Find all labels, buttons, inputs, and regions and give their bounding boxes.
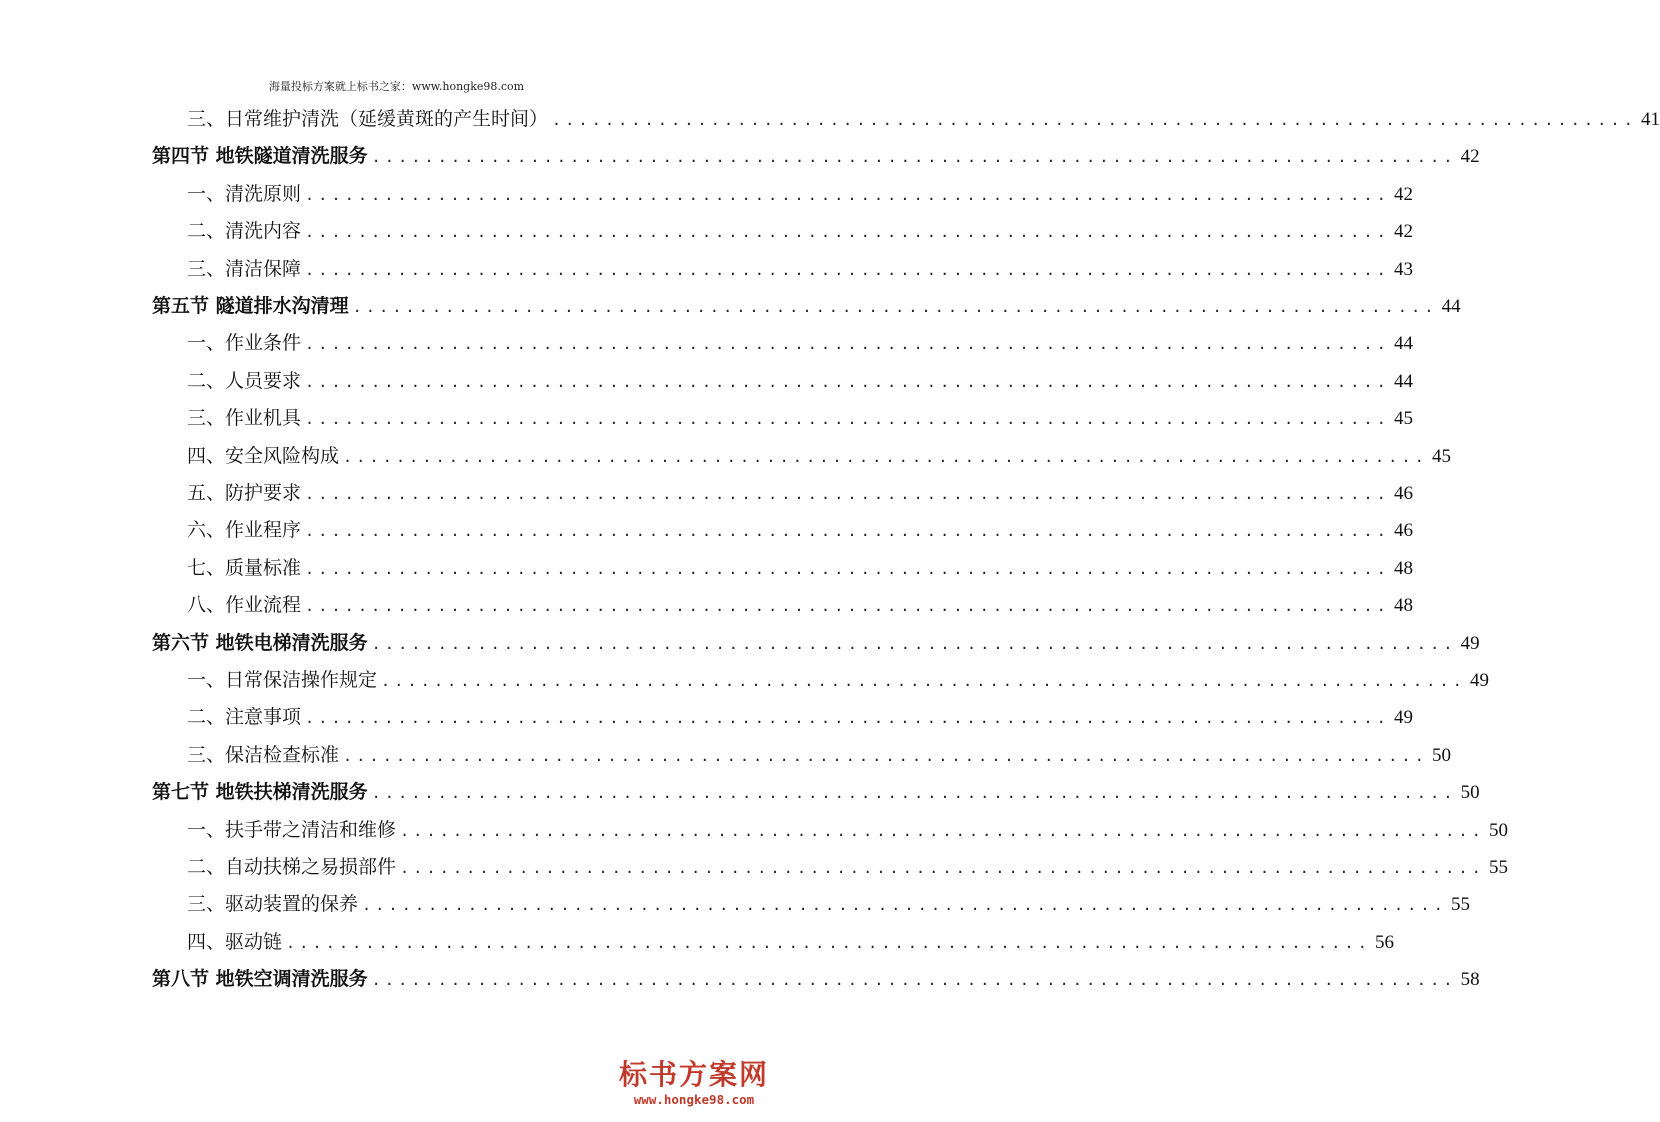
toc-entry[interactable] [187, 254, 1413, 284]
toc-page-number: 44 [1393, 333, 1413, 355]
toc-page-number: 42 [1393, 221, 1413, 243]
toc-entry[interactable] [187, 852, 1508, 882]
toc-dot-leader: .................................................................................. [305, 372, 1390, 391]
toc-page-number: 49 [1469, 670, 1489, 691]
toc-page-number: 56 [1374, 931, 1394, 953]
toc-entry-label: 二、自动扶梯之易损部件 [187, 856, 397, 878]
toc-dot-leader: .................................................................................. [400, 821, 1485, 840]
toc-page-number: 48 [1393, 595, 1413, 617]
toc-entry[interactable] [187, 179, 1413, 209]
toc-entry-label: 一、作业条件 [187, 332, 302, 355]
toc-entry[interactable] [187, 366, 1413, 396]
toc-section-heading[interactable] [152, 628, 1480, 658]
toc-dot-leader: .................................................................................. [343, 447, 1428, 466]
toc-entry-label: 四、驱动链 [187, 930, 283, 953]
toc-entry-label: 二、注意事项 [187, 706, 302, 729]
toc-dot-leader: .................................................................................. [305, 223, 1390, 242]
toc-entry[interactable] [187, 441, 1451, 471]
toc-entry[interactable] [187, 216, 1413, 246]
toc-page-number: 58 [1460, 969, 1480, 991]
toc-dot-leader: .................................................................................. [305, 559, 1390, 578]
toc-entry[interactable] [187, 590, 1413, 620]
toc-page-number: 55 [1488, 857, 1508, 878]
toc-dot-leader: .................................................................................. [371, 148, 1457, 167]
toc-entry-label: 第八节 地铁空调清洗服务 [152, 968, 368, 991]
toc-dot-leader: .................................................................................. [371, 971, 1457, 990]
toc-entry[interactable] [187, 665, 1489, 695]
toc-section-heading[interactable] [152, 141, 1480, 171]
toc-section-heading[interactable] [152, 291, 1461, 321]
watermark-logo [609, 1058, 779, 1108]
toc-dot-leader: .................................................................................. [352, 298, 1438, 316]
toc-dot-leader: .................................................................................. [305, 260, 1390, 279]
toc-entry-label: 第五节 隧道排水沟清理 [152, 295, 349, 317]
toc-dot-leader: .................................................................................. [552, 111, 1637, 129]
toc-page-number: 44 [1393, 370, 1413, 392]
toc-entry-label: 一、扶手带之清洁和维修 [187, 818, 397, 841]
toc-entry-label: 三、保洁检查标准 [187, 743, 340, 766]
toc-entry-label: 八、作业流程 [187, 594, 302, 617]
toc-dot-leader: .................................................................................. [371, 634, 1457, 653]
toc-entry[interactable] [187, 889, 1470, 919]
toc-entry[interactable] [187, 740, 1451, 770]
toc-page-number: 42 [1460, 146, 1480, 168]
toc-entry[interactable] [187, 403, 1413, 433]
toc-page-number: 50 [1460, 782, 1480, 804]
toc-page-number: 50 [1488, 819, 1508, 841]
toc-entry[interactable] [187, 815, 1508, 845]
toc-page-number: 50 [1431, 744, 1451, 766]
toc-entry-label: 四、安全风险构成 [187, 444, 340, 467]
toc-entry[interactable] [187, 553, 1413, 583]
toc-page-number: 46 [1393, 483, 1413, 504]
toc-dot-leader: .................................................................................. [343, 746, 1428, 765]
toc-page-number: 44 [1441, 296, 1461, 317]
watermark-title: 标书方案网 [618, 1058, 769, 1091]
toc-entry-label: 六、作业程序 [187, 519, 302, 542]
toc-entry-label: 第六节 地铁电梯清洗服务 [152, 631, 368, 654]
toc-section-heading[interactable] [152, 777, 1480, 807]
toc-dot-leader: .................................................................................. [286, 933, 1371, 952]
toc-dot-leader: .................................................................................. [305, 410, 1390, 429]
toc-entry[interactable] [187, 927, 1394, 957]
toc-entry-label: 三、日常维护清洗（延缓黄斑的产生时间） [187, 108, 549, 130]
toc-entry[interactable] [187, 104, 1660, 134]
toc-entry-label: 第七节 地铁扶梯清洗服务 [152, 781, 368, 804]
toc-entry-label: 三、清洁保障 [187, 257, 302, 280]
toc-page-number: 46 [1393, 520, 1413, 542]
toc-entry[interactable] [187, 328, 1413, 358]
toc-page-number: 49 [1393, 707, 1413, 729]
toc-page-number: 55 [1450, 894, 1470, 916]
toc-dot-leader: .................................................................................. [305, 485, 1390, 503]
toc-dot-leader: .................................................................................. [305, 335, 1390, 354]
toc-entry[interactable] [187, 478, 1413, 508]
toc-page-number: 45 [1431, 445, 1451, 467]
toc-dot-leader: .................................................................................. [305, 709, 1390, 728]
toc-entry-label: 三、驱动装置的保养 [187, 893, 359, 916]
toc-entry-label: 一、清洗原则 [187, 182, 302, 205]
toc-entry-label: 二、清洗内容 [187, 220, 302, 243]
toc-entry[interactable] [187, 702, 1413, 732]
toc-page-number: 45 [1393, 408, 1413, 430]
toc-page-number: 42 [1393, 183, 1413, 205]
toc-dot-leader: .................................................................................. [381, 672, 1466, 690]
toc-dot-leader: .................................................................................. [305, 522, 1390, 541]
toc-dot-leader: .................................................................................. [305, 185, 1390, 204]
toc-page-number: 41 [1640, 109, 1660, 130]
toc-dot-leader: .................................................................................. [400, 859, 1485, 877]
toc-entry[interactable] [187, 515, 1413, 545]
toc-page-number: 43 [1393, 258, 1413, 280]
toc-entry-label: 一、日常保洁操作规定 [187, 669, 378, 691]
toc-dot-leader: .................................................................................. [305, 597, 1390, 616]
toc-entry-label: 五、防护要求 [187, 482, 302, 504]
toc-section-heading[interactable] [152, 964, 1480, 994]
toc-dot-leader: .................................................................................. [362, 896, 1447, 915]
watermark-url: www.hongke98.com [633, 1092, 755, 1107]
toc-page-number: 49 [1460, 632, 1480, 654]
toc-entry-label: 七、质量标准 [187, 556, 302, 579]
toc-page-number: 48 [1393, 557, 1413, 579]
toc-entry-label: 第四节 地铁隧道清洗服务 [152, 145, 368, 168]
toc-dot-leader: .................................................................................. [371, 784, 1457, 803]
toc-entry-label: 三、作业机具 [187, 407, 302, 430]
toc-entry-label: 二、人员要求 [187, 369, 302, 392]
page-header: 海量投标方案就上标书之家：www.hongke98.com [268, 80, 525, 93]
